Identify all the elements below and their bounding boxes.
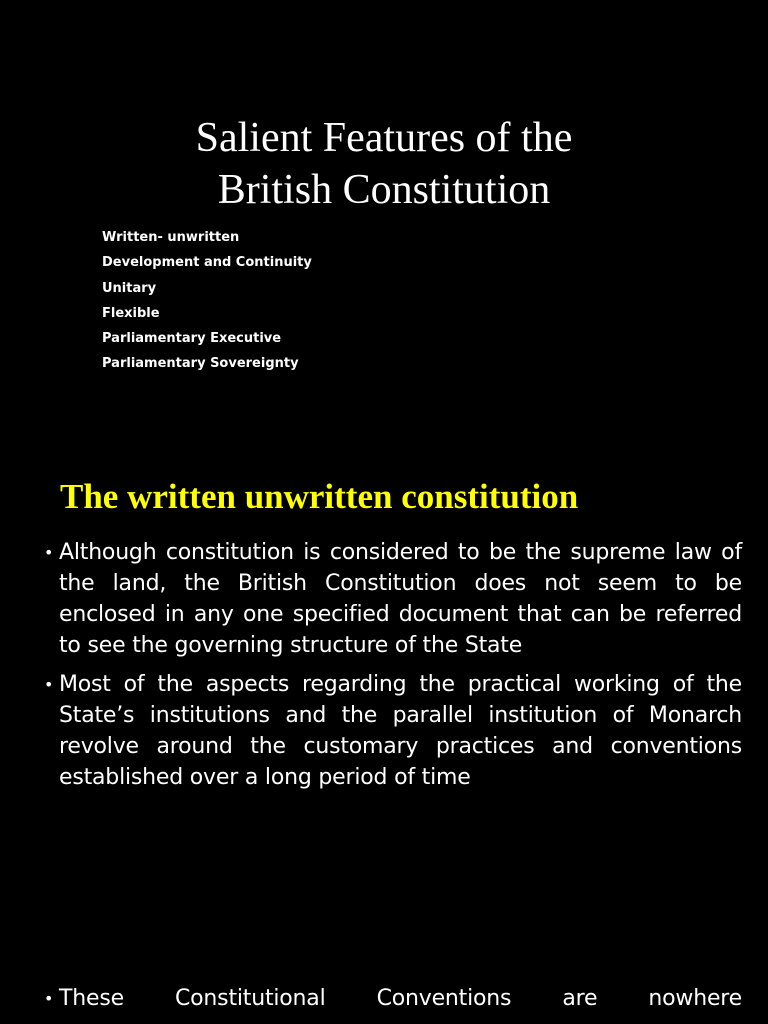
bullet-item xyxy=(44,983,742,1014)
slide-1-title-line-1: Salient Features of the xyxy=(195,115,573,161)
slide-1-title xyxy=(0,112,768,216)
slide-2-title: The written unwritten constitution xyxy=(60,477,579,516)
feature-item: Parliamentary Sovereignty xyxy=(102,356,299,372)
bullet-text: Most of the aspects regarding the practical working of the State’s institutions and the parallel institution of Monarch revolve around the customary practices and conventions established over a long period of time xyxy=(59,672,742,790)
bullet-item xyxy=(44,537,742,661)
bullet-dot-icon: • xyxy=(44,989,54,1008)
feature-item: Written- unwritten xyxy=(102,230,240,245)
feature-item: Unitary xyxy=(102,280,157,296)
bullet-text: These Constitutional Conventions are nowhere xyxy=(59,986,742,1011)
feature-item: Development and Continuity xyxy=(102,255,312,271)
feature-item: Parliamentary Executive xyxy=(102,331,282,347)
features-list xyxy=(102,228,312,380)
feature-item: Flexible xyxy=(102,305,160,321)
bullet-item xyxy=(44,669,742,793)
bullet-dot-icon: • xyxy=(44,675,54,694)
slide-1-title-line-2: British Constitution xyxy=(217,167,551,213)
bullet-text: Although constitution is considered to be the supreme law of the land, the British Constitution does not seem to be enclosed in any one specified document that can be referred to see the governing structure of the State xyxy=(59,540,742,658)
bullet-dot-icon: • xyxy=(44,543,54,562)
